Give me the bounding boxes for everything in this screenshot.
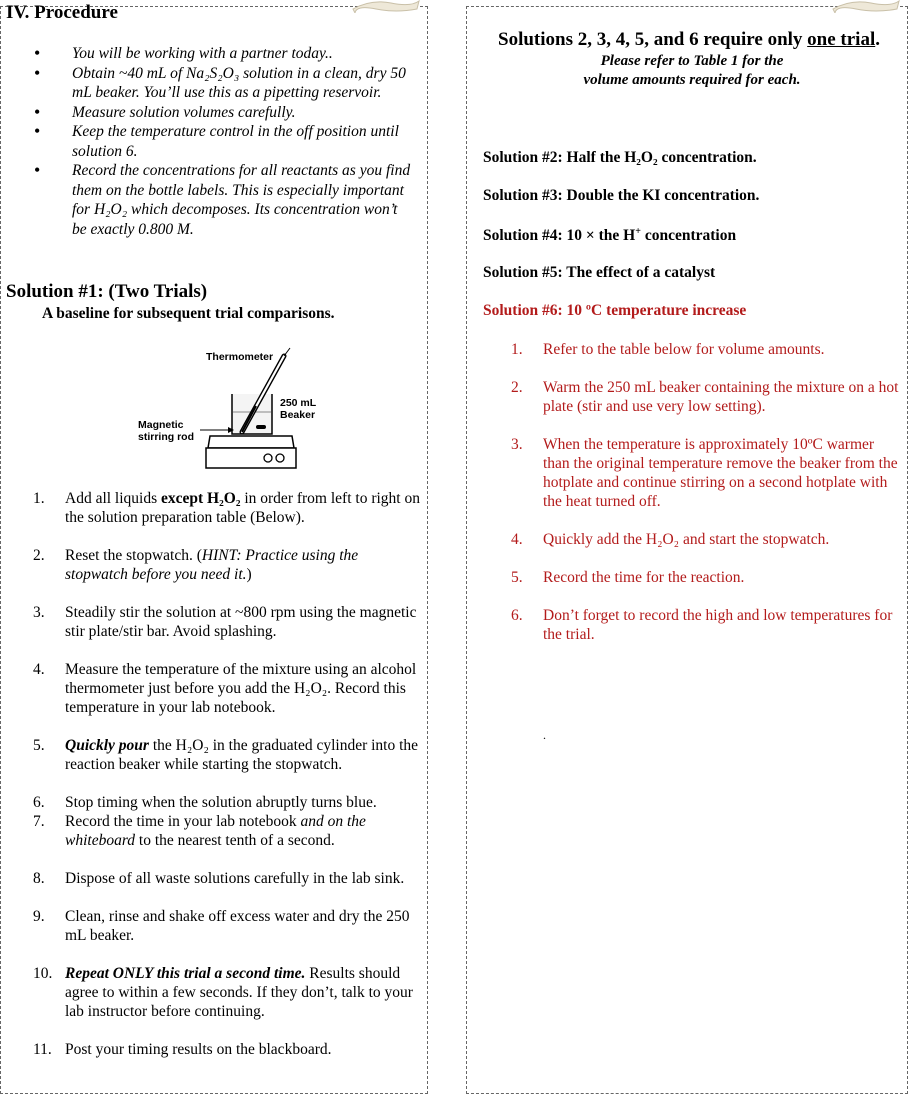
solution5-heading: Solution #5: The effect of a catalyst [483, 264, 716, 281]
solution6-steps [511, 340, 903, 644]
knob-icon [264, 454, 272, 462]
step-text: Add all liquids [65, 490, 162, 507]
step-number: 1. [511, 341, 523, 358]
heading-text: concentration [640, 227, 737, 245]
solution1-subtitle: A baseline for subsequent trial comparisons. [42, 305, 335, 322]
step-number: 1. [33, 490, 45, 507]
step-number: 10. [33, 965, 53, 982]
list-item [511, 435, 903, 511]
step-text: ) [246, 566, 252, 583]
list-item [511, 530, 903, 549]
solution4-heading [483, 226, 736, 245]
step-number: 2. [511, 379, 523, 396]
subtitle-line: volume amounts required for each. [583, 72, 801, 88]
step-text: to the nearest tenth of a second. [135, 832, 335, 849]
step-text: Stop timing when the solution abruptly turns blue. [65, 794, 377, 811]
solution1-title: Solution #1: (Two Trials) [6, 281, 208, 302]
solution2-heading: Solution #2: Half the H₂O₂ concentration. [483, 149, 757, 166]
step-number: 4. [33, 661, 45, 678]
list-item: • Keep the temperature control in the off position until solution 6. [32, 122, 412, 161]
list-item [511, 606, 903, 644]
step-text: When the temperature is approximately 10ºC warmer than the original temperature remove the beaker from the hotplate and continue stirring on a second hotplate with the heat turned off. [543, 436, 898, 510]
list-item [33, 736, 423, 774]
hotplate-top-shape [208, 436, 294, 448]
step-number: 3. [511, 436, 523, 453]
step-emphasis: except H₂O₂ [161, 490, 241, 507]
step-number: 5. [511, 569, 523, 586]
superscript: + [635, 226, 641, 237]
list-item [511, 340, 903, 359]
procedure-title: IV. Procedure [6, 2, 118, 23]
step-hint: HINT: Practice using the stopwatch before you need it. [65, 547, 359, 583]
step-text: Reset the stopwatch. ( [65, 547, 202, 564]
step-text: Refer to the table below for volume amounts. [543, 341, 825, 358]
thermometer-label: Thermometer [206, 351, 274, 363]
step-number: 3. [33, 604, 45, 621]
solution1-steps [33, 489, 423, 1059]
step-number: 6. [33, 794, 45, 811]
solutions-title [466, 29, 912, 51]
step-emphasis: Quickly pour [65, 737, 149, 754]
list-item: • Measure solution volumes carefully. [32, 103, 412, 123]
list-item [33, 489, 423, 527]
list-item [33, 812, 423, 850]
step-text: Results should agree to within a few seconds. If they don’t, talk to your lab instructor before continuing. [65, 965, 413, 1020]
list-item [511, 378, 903, 416]
step-number: 5. [33, 737, 45, 754]
beaker-label-volume: 250 mL [280, 397, 317, 409]
stirrer-label-1: Magnetic [138, 419, 184, 431]
tape-decoration-icon [831, 0, 901, 13]
instructions-list [32, 44, 412, 239]
step-emphasis: and on the whiteboard [65, 813, 366, 849]
list-item [33, 869, 423, 888]
step-number: 7. [33, 813, 45, 830]
solutions-subtitle [466, 52, 912, 90]
step-number: 6. [511, 607, 523, 624]
list-item [33, 546, 423, 584]
stir-bar-icon [256, 425, 266, 429]
stirrer-label-2: stirring rod [138, 431, 195, 443]
beaker-label-name: Beaker [280, 409, 316, 421]
step-text: Dispose of all waste solutions carefully in the lab sink. [65, 870, 405, 887]
step-text: Steadily stir the solution at ~800 rpm using the magnetic stir plate/stir bar. Avoid splashing. [65, 604, 417, 640]
title-text: . [875, 29, 880, 50]
step-number: 4. [511, 531, 523, 548]
step-number: 8. [33, 870, 45, 887]
step-number: 11. [33, 1041, 52, 1058]
knob-icon [276, 454, 284, 462]
step-text: Don’t forget to record the high and low temperatures for the trial. [543, 607, 893, 643]
step-text: Quickly add the H₂O₂ and start the stopwatch. [543, 531, 830, 548]
step-text: the H₂O₂ in the graduated cylinder into the reaction beaker while starting the stopwatch. [65, 737, 419, 773]
step-text: Record the time for the reaction. [543, 569, 745, 586]
list-item [33, 1040, 423, 1059]
apparatus-diagram [132, 340, 332, 475]
tape-decoration-icon [351, 0, 421, 13]
list-item: • Obtain ~40 mL of Na₂S₂O₃ solution in a clean, dry 50 mL beaker. You’ll use this as a pipetting reservoir. [32, 64, 412, 103]
list-item [33, 964, 423, 1021]
step-number: 9. [33, 908, 45, 925]
solution3-heading: Solution #3: Double the KI concentration. [483, 187, 760, 204]
subtitle-line: Please refer to Table 1 for the [600, 53, 784, 69]
list-item [511, 568, 903, 587]
solution6-heading: Solution #6: 10 ºC temperature increase [483, 302, 747, 319]
stray-mark: . [543, 728, 546, 742]
title-emphasis: one trial [807, 29, 876, 50]
step-text: in order from left to right on the solution preparation table (Below). [65, 490, 420, 526]
list-item [33, 907, 423, 945]
list-item [33, 793, 423, 812]
step-text: Post your timing results on the blackboard. [65, 1041, 332, 1058]
step-text: Clean, rinse and shake off excess water and dry the 250 mL beaker. [65, 908, 410, 944]
step-emphasis: Repeat ONLY this trial a second time. [65, 965, 306, 982]
list-item [33, 603, 423, 641]
step-text: Record the time in your lab notebook [65, 813, 301, 830]
title-text: Solutions 2, 3, 4, 5, and 6 require only [498, 29, 808, 50]
list-item [33, 660, 423, 717]
step-number: 2. [33, 547, 45, 564]
step-text: Measure the temperature of the mixture using an alcohol thermometer just before you add the H₂O₂. Record this temperature in your lab notebook. [65, 661, 417, 716]
step-text: Warm the 250 mL beaker containing the mixture on a hot plate (stir and use very low setting). [543, 379, 899, 415]
list-item: • You will be working with a partner today.. [32, 44, 412, 64]
list-item: • Record the concentrations for all reactants as you find them on the bottle labels. This is especially important for H₂O₂ which decomposes. Its concentration won’t be exactly 0.800 M. [32, 161, 412, 239]
heading-text: Solution #4: 10 × the H [483, 227, 636, 245]
